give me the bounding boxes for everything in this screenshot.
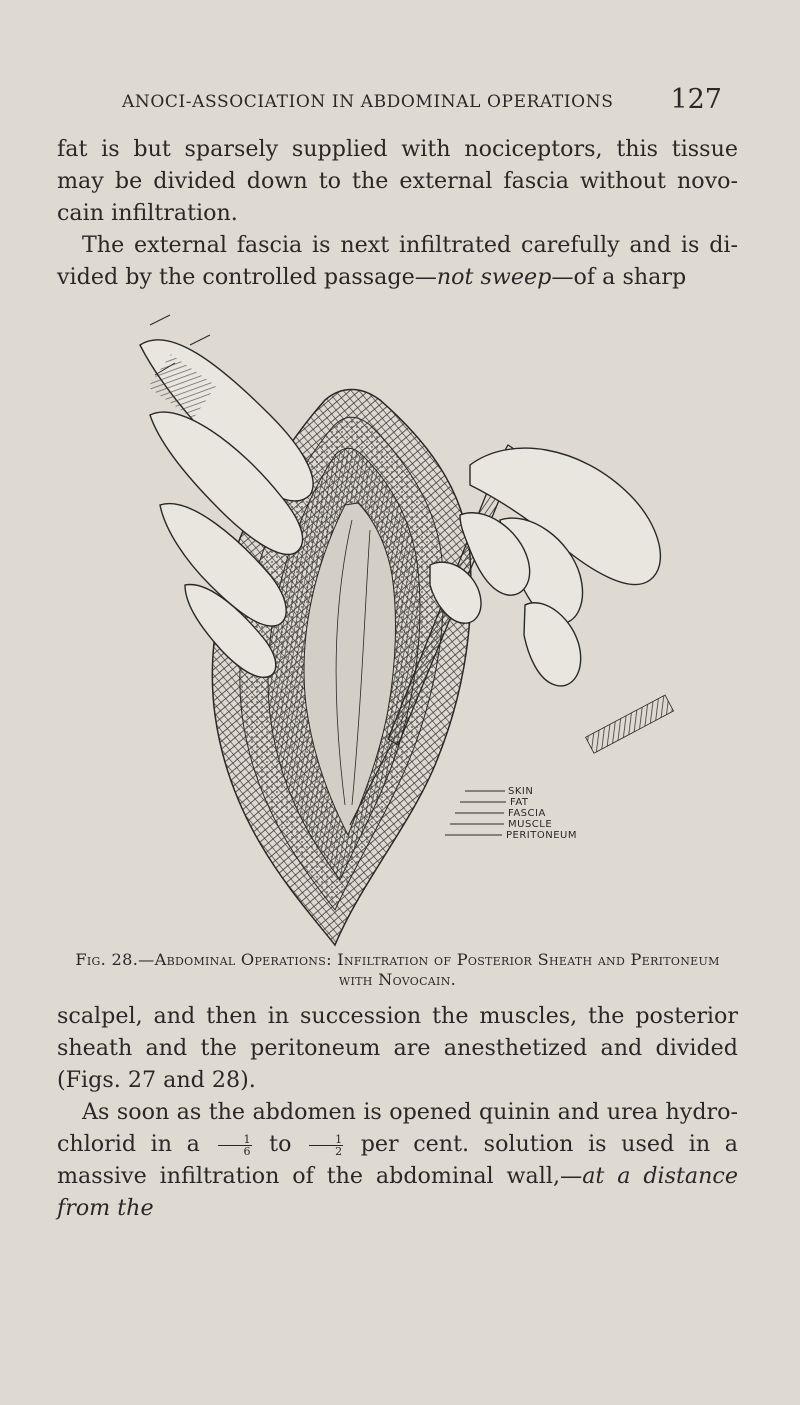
body-text-top: [57, 133, 738, 293]
fraction: $\frac{1}{6}$: [218, 1134, 252, 1157]
paragraph: [57, 1096, 738, 1224]
paragraph: [57, 229, 738, 293]
page-number: 127: [670, 84, 722, 115]
label-fascia: FASCIA: [508, 808, 546, 819]
body-text-bottom: [57, 1000, 738, 1224]
text-run: As soon as the abdomen is opened quinin and urea hydrochlorid in a: [57, 1099, 738, 1157]
label-fat: FAT: [510, 797, 529, 808]
italic-text: not sweep: [436, 264, 552, 290]
running-head: [122, 86, 722, 120]
text-run: —of a sharp: [551, 264, 687, 290]
paragraph: fat is but sparsely supplied with nociceptors, this tissue may be divided down to the external fascia without novocain infiltration.: [57, 136, 738, 226]
running-head-title: ANOCI-ASSOCIATION IN ABDOMINAL OPERATIONS: [122, 92, 614, 112]
label-muscle: MUSCLE: [508, 819, 553, 830]
caption-prefix: Fig. 28.—: [75, 950, 155, 969]
label-skin: SKIN: [508, 786, 534, 797]
label-peritoneum: PERITONEUM: [506, 830, 577, 841]
surgical-illustration: [130, 305, 690, 950]
figure-caption: [57, 950, 738, 990]
paragraph: scalpel, and then in succession the muscles, the posterior sheath and the peritoneum are anesthetized and divided (Figs. 27 and 28).: [57, 1003, 738, 1093]
fraction: $\frac{1}{2}$: [309, 1134, 343, 1157]
italic-text: at a distance from the: [57, 1163, 738, 1221]
text-run: per cent. solution is used in a massive infiltration of the abdominal wall,—: [57, 1131, 739, 1189]
figure-illustration: [130, 305, 690, 950]
text-run: to: [269, 1131, 292, 1157]
text-run: The external fascia is next infiltrated carefully and is divided by the controlled passage—: [57, 232, 738, 290]
caption-text: Abdominal Operations: Infiltration of Posterior Sheath and Peritoneum with Novocain.: [154, 950, 720, 989]
